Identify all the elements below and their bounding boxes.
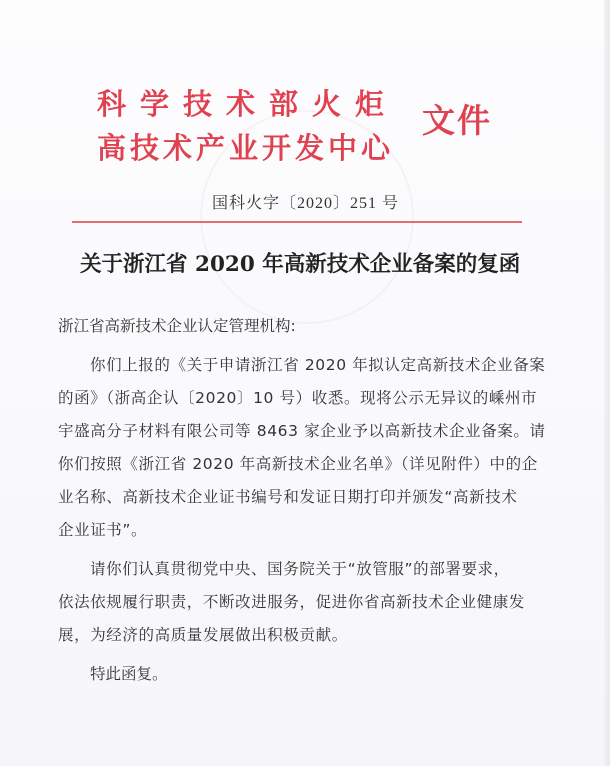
issuer-header [97, 82, 398, 170]
issuer-name-line-2: 高技术产业开发中心 [97, 131, 395, 165]
paragraph-1-line: 你们按照《浙江省 2020 年高新技术企业名单》（详见附件）中的企 [58, 455, 538, 473]
issuer-name-line-1: 科学技术部火炬 [97, 87, 399, 121]
paragraph-2-line: 展，为经济的高质量发展做出积极贡献。 [58, 626, 348, 644]
closing-remark: 特此函复。 [90, 665, 168, 683]
paragraph-1-line: 企业证书”。 [58, 521, 148, 539]
salutation: 浙江省高新技术企业认定管理机构: [58, 317, 296, 335]
paragraph-1-line: 你们上报的《关于申请浙江省 2020 年拟认定高新技术企业备案 [90, 356, 546, 374]
paragraph-2-line: 请你们认真贯彻党中央、国务院关于“放管服”的部署要求， [90, 560, 510, 578]
document-number: 国科火字〔2020〕251 号 [212, 195, 400, 212]
paragraph-1-line: 的函》（浙高企认〔2020〕10 号）收悉。现将公示无异议的嵊州市 [58, 389, 538, 407]
paragraph-2 [58, 553, 558, 652]
document-body [58, 310, 558, 691]
paragraph-1-line: 宇盛高分子材料有限公司等 8463 家企业予以高新技术企业备案。请 [58, 422, 546, 440]
paragraph-1 [58, 349, 558, 547]
document-title: 关于浙江省 2020 年高新技术企业备案的复函 [80, 252, 521, 277]
page-edge-shadow [604, 0, 610, 766]
paragraph-1-line: 业名称、高新技术企业证书编号和发证日期打印并颁发“高新技术 [58, 488, 518, 506]
document-type-label: 文件 [422, 101, 492, 140]
paragraph-2-line: 依法依规履行职责，不断改进服务，促进你省高新技术企业健康发 [58, 593, 525, 611]
red-divider-line [72, 221, 522, 223]
